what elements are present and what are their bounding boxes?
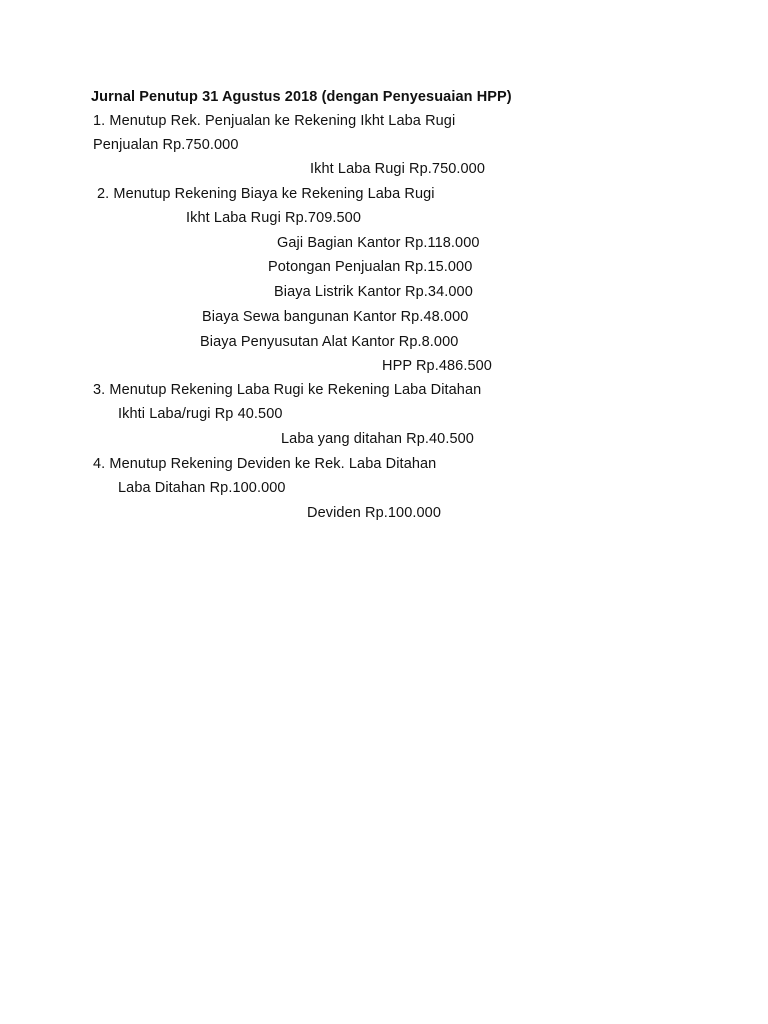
page-title: Jurnal Penutup 31 Agustus 2018 (dengan Penyesuaian HPP) — [91, 89, 512, 105]
entry-2-credit: Biaya Sewa bangunan Kantor Rp.48.000 — [202, 309, 469, 325]
entry-2-credit: Gaji Bagian Kantor Rp.118.000 — [277, 235, 480, 251]
entry-3-heading: 3. Menutup Rekening Laba Rugi ke Rekening Laba Ditahan — [93, 382, 482, 398]
entry-4-heading: 4. Menutup Rekening Deviden ke Rek. Laba Ditahan — [93, 456, 437, 472]
entry-2-credit: Potongan Penjualan Rp.15.000 — [268, 259, 473, 275]
entry-2-credit: HPP Rp.486.500 — [382, 358, 492, 374]
entry-4-debit: Laba Ditahan Rp.100.000 — [118, 480, 286, 496]
entry-2-debit: Ikht Laba Rugi Rp.709.500 — [186, 210, 362, 226]
entry-3-debit: Ikhti Laba/rugi Rp 40.500 — [118, 406, 283, 422]
entry-4-credit: Deviden Rp.100.000 — [307, 505, 442, 521]
entry-1-credit: Ikht Laba Rugi Rp.750.000 — [310, 161, 486, 177]
entry-2-credit: Biaya Penyusutan Alat Kantor Rp.8.000 — [200, 334, 459, 350]
entry-1-heading: 1. Menutup Rek. Penjualan ke Rekening Ikht Laba Rugi — [93, 113, 456, 129]
entry-2-credit: Biaya Listrik Kantor Rp.34.000 — [274, 284, 473, 300]
entry-1-debit: Penjualan Rp.750.000 — [93, 137, 239, 153]
entry-3-credit: Laba yang ditahan Rp.40.500 — [281, 431, 474, 447]
entry-2-heading: 2. Menutup Rekening Biaya ke Rekening Laba Rugi — [97, 186, 435, 202]
